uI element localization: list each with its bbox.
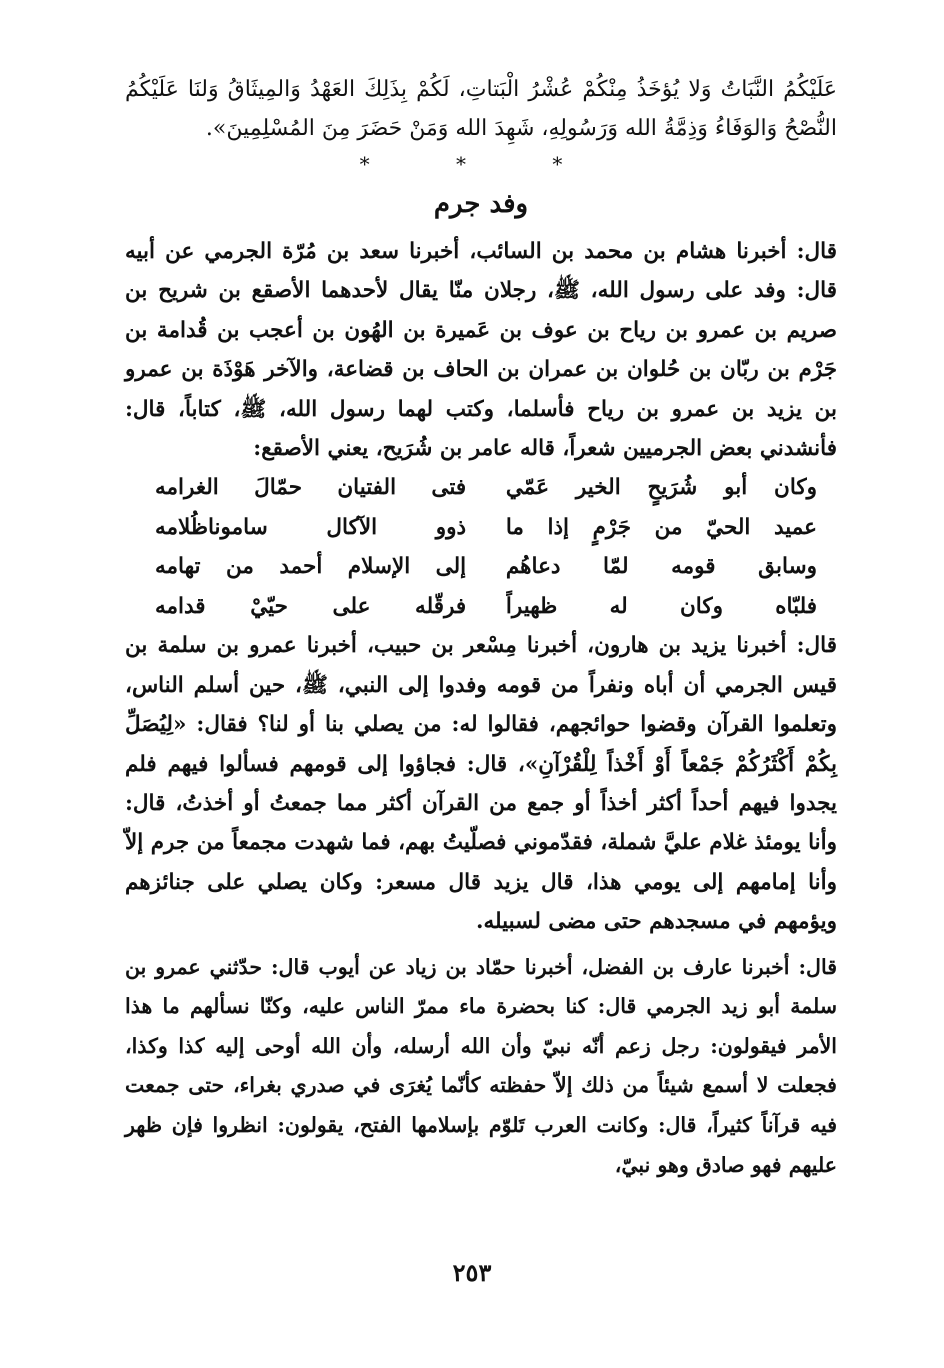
poem-hemistich-second: إلى الإسلام أحمد من تهامه <box>155 554 467 580</box>
poem-hemistich-first: فلبّاه وكان له ظهيراً <box>505 593 817 619</box>
paragraph-1: قال: أخبرنا هشام بن محمد بن السائب، أخبرنا سعد بن مُرّة الجرمي عن أبيه قال: وفد على رسول الله، ﷺ، رجلان منّا يقال لأحدهما الأصقع بن شريح بن صريم بن عمرو بن رياح بن عوف بن عَميرة بن الهُون بن أعجب بن قُدامة بن جَرْم بن ربّان بن حُلوان بن عمران بن الحاف بن قضاعة، والآخر هَوْذَة بن عمرو بن يزيد بن عمرو بن رياح فأسلما، وكتب لهما رسول الله، ﷺ، كتاباً، قال: فأنشدني بعض الجرميين شعراً، قاله عامر بن شُرَيح، يعني الأصقع: <box>125 239 837 462</box>
poem-hemistich-second: فرقّله على حيّيْ قدامه <box>155 593 467 619</box>
poem <box>155 468 817 626</box>
paragraph-3: قال: أخبرنا عارف بن الفضل، أخبرنا حمّاد بن زياد عن أيوب قال: حدّثني عمرو بن سلمة أبو زيد الجرمي قال: كنا بحضرة ماء ممرّ الناس عليه، وكنّا نسألهم ما هذا الأمر فيقولون: رجل زعم أنّه نبيّ وأن الله أرسله، وأن الله أوحى إليه كذا وكذا، فجعلت لا أسمع شيئاً من ذلك إلاّ حفظته كأنّما يُغرَى في صدري بغراء، حتى جمعت فيه قرآناً كثيراً، قال: وكانت العرب تَلوّم بإسلامها الفتح، يقولون: انظروا فإن ظهر عليهم فهو صادق وهو نبيّ، <box>125 954 837 1177</box>
poem-line <box>155 468 817 508</box>
poem-hemistich-second: ذوو الآكال ساموناظُلامه <box>155 514 467 540</box>
poem-line <box>155 547 817 587</box>
poem-hemistich-second: فتى الفتيان حمّالَ الغرامه <box>155 475 467 501</box>
separator-stars: * * * <box>359 152 603 176</box>
opening-text: عَلَيْكُمُ النَّبَاتُ وَلا يُؤخَذُ مِنْكُمْ عُشْرُ الْبَتاتِ، لَكُمْ بِذَلِكَ العَهْدُ وَالمِيثَاقُ وَلنَا عَلَيْكُمُ النُّصْحُ وَالوَفَاءُ وَذِمَّةُ الله وَرَسُولِهِ، شَهِدَ الله وَمَنْ حَضَرَ مِنَ المُسْلِمِينَ». <box>125 77 837 141</box>
poem-line <box>155 508 817 548</box>
section-title: وفد جرم <box>433 189 529 219</box>
poem-hemistich-first: وسابق قومه لمّا دعاهُم <box>505 554 817 580</box>
paragraph-2: قال: أخبرنا يزيد بن هارون، أخبرنا مِسْعر بن حبيب، أخبرنا عمرو بن سلمة بن قيس الجرمي أن أباه ونفراً من قومه وفدوا إلى النبي، ﷺ، حين أسلم الناس، وتعلموا القرآن وقضوا حوائجهم، فقالوا له: من يصلي بنا أو لنا؟ فقال: «لِيُصَلِّ بِكُمْ أَكْثَرُكُمْ جَمْعاً أَوْ أَخْذاً لِلْقُرْآنِ»، قال: فجاؤوا إلى قومهم فسألوا فيهم فلم يجدوا فيهم أحداً أكثر أخذاً أو جمع من القرآن أكثر مما جمعتُ أو أخذتُ، قال: وأنا يومئذ غلام عليَّ شملة، فقدّموني فصلّيتُ بهم، فما شهدت مجمعاً من جرم إلاّ وأنا إمامهم إلى يومي هذا، قال يزيد قال مسعر: وكان يصلي على جنائزهم ويؤمهم في مسجدهم حتى مضى لسبيله. <box>125 633 837 935</box>
page-body <box>125 70 837 1185</box>
poem-hemistich-first: وكان أبو شُرَيحٍ الخير عَمّي <box>505 475 817 501</box>
page-number: ٢٥٣ <box>452 1258 492 1287</box>
poem-line <box>155 587 817 627</box>
poem-hemistich-first: عميد الحيّ من جَرْمٍ إذا ما <box>505 514 817 540</box>
